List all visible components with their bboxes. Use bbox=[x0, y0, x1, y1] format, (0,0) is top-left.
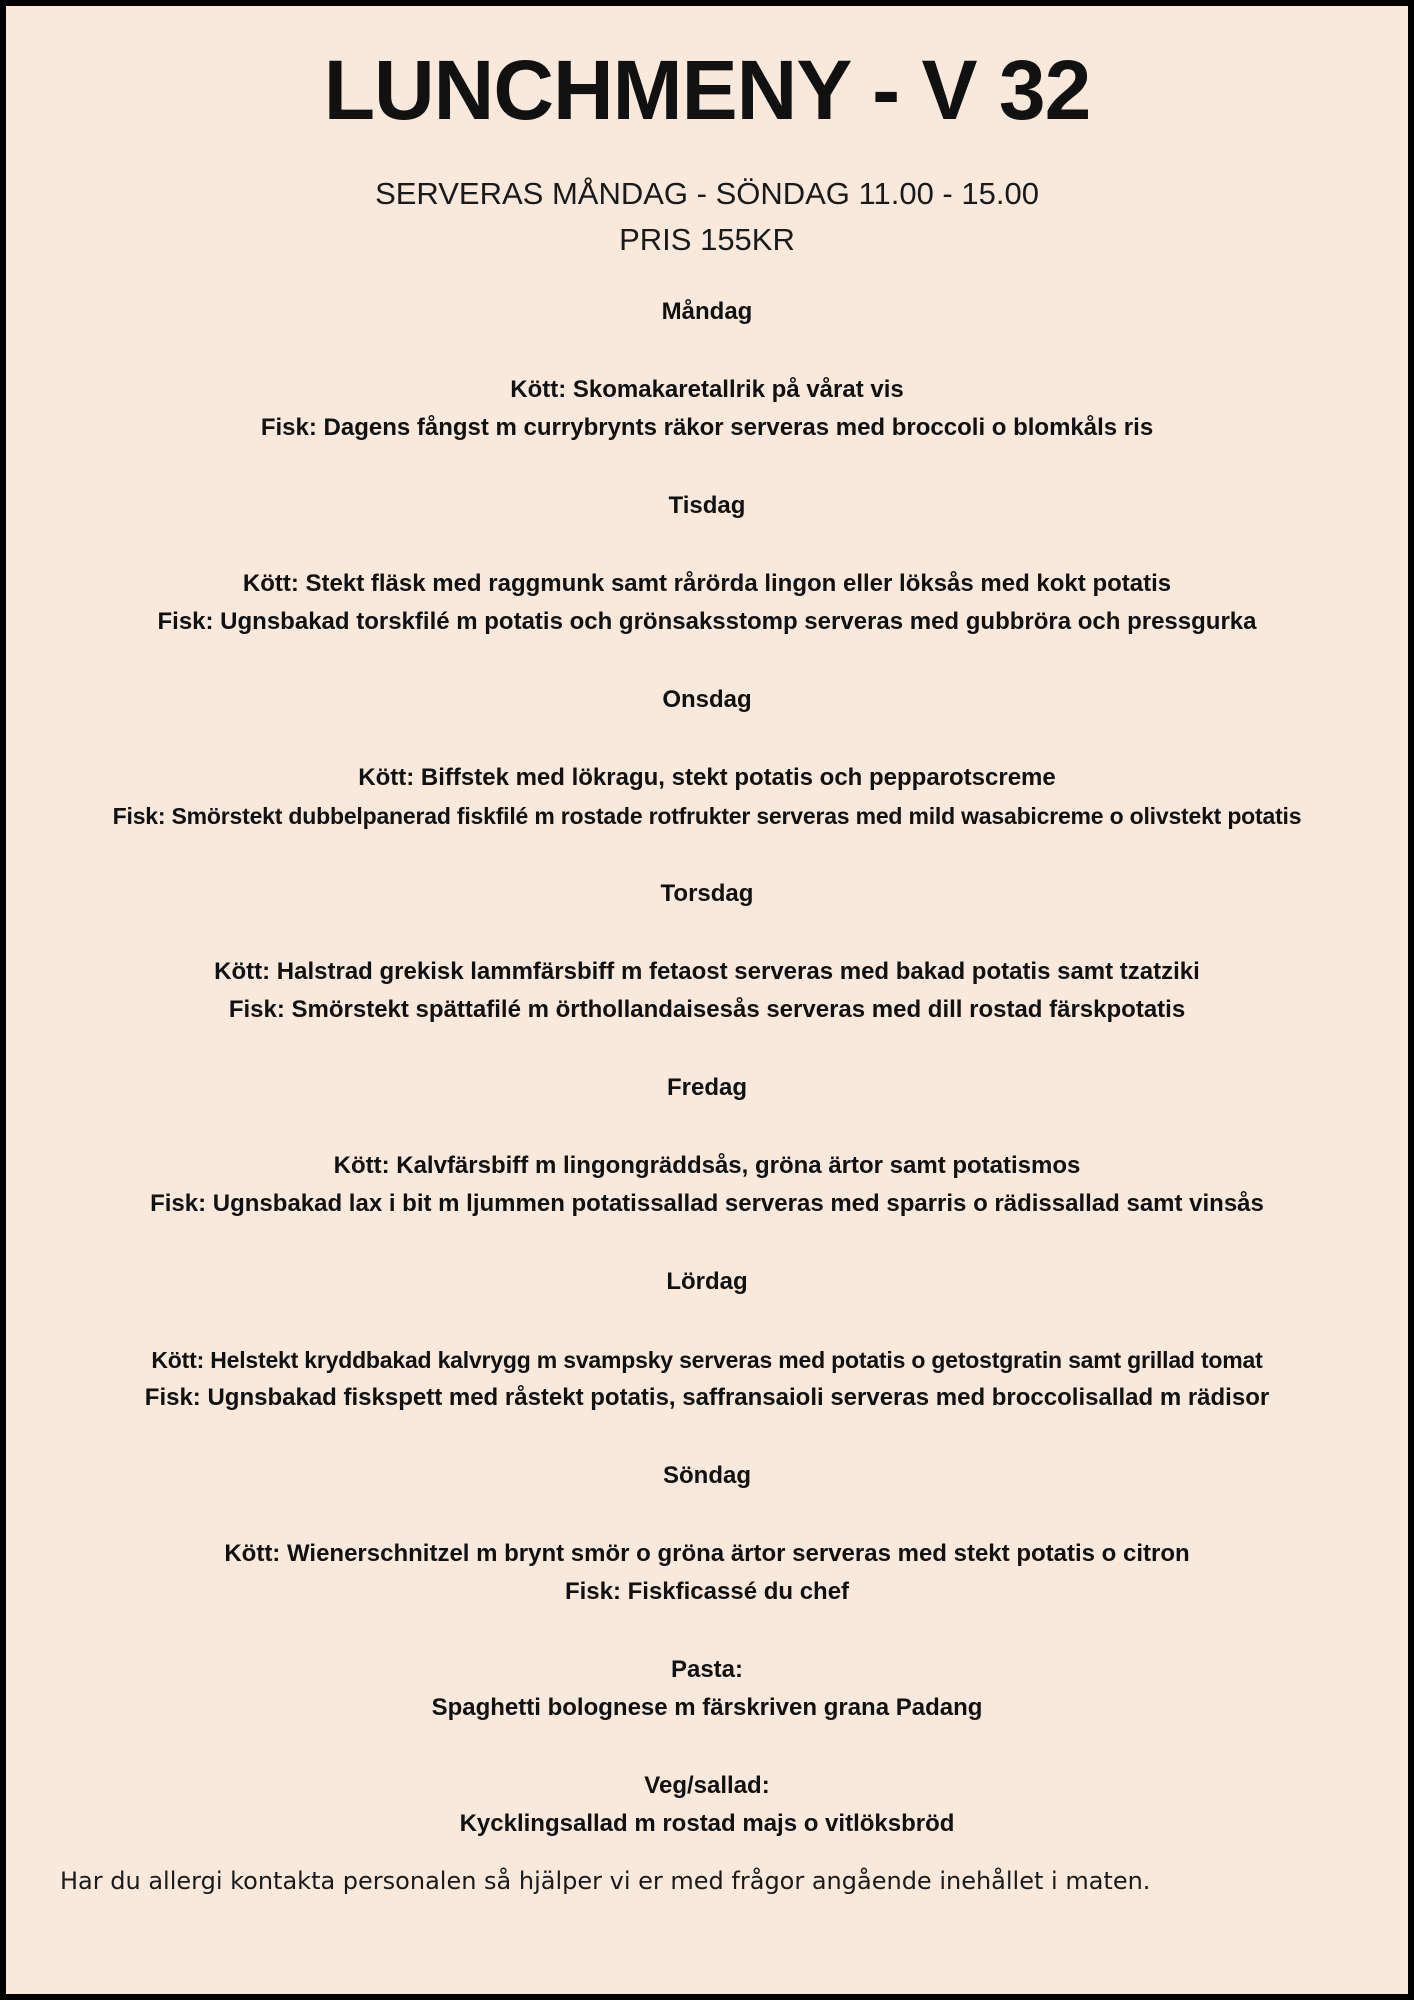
day-heading-lordag: Lördag bbox=[666, 1268, 748, 1295]
menu-page bbox=[6, 6, 1408, 1994]
veg-dish: Kycklingsallad m rostad majs o vitlöksbröd bbox=[459, 1810, 955, 1837]
pasta-dish: Spaghetti bolognese m färskriven grana Padang bbox=[431, 1694, 983, 1721]
fish-dish-torsdag: Fisk: Smörstekt spättafilé m örthollandaisesås serveras med dill rostad färskpotatis bbox=[228, 996, 1186, 1023]
day-heading-torsdag: Torsdag bbox=[660, 880, 754, 907]
serving-hours: SERVERAS MÅNDAG - SÖNDAG 11.00 - 15.00 bbox=[375, 176, 1039, 211]
fish-dish-fredag: Fisk: Ugnsbakad lax i bit m ljummen potatissallad serveras med sparris o rädissallad samt vinsås bbox=[150, 1190, 1264, 1217]
meat-dish-sondag: Kött: Wienerschnitzel m brynt smör o gröna ärtor serveras med stekt potatis o citron bbox=[224, 1540, 1190, 1567]
day-heading-tisdag: Tisdag bbox=[668, 492, 746, 519]
fish-dish-onsdag: Fisk: Smörstekt dubbelpanerad fiskfilé m rostade rotfrukter serveras med mild wasabicreme o olivstekt potatis bbox=[112, 803, 1302, 829]
meat-dish-fredag: Kött: Kalvfärsbiff m lingongräddsås, gröna ärtor samt potatismos bbox=[333, 1152, 1081, 1179]
price: PRIS 155KR bbox=[619, 222, 795, 257]
fish-dish-lordag: Fisk: Ugnsbakad fiskspett med råstekt potatis, saffransaioli serveras med broccolisallad m rädisor bbox=[144, 1384, 1270, 1411]
fish-dish-mandag: Fisk: Dagens fångst m currybrynts räkor serveras med broccoli o blomkåls ris bbox=[260, 414, 1154, 441]
meat-dish-tisdag: Kött: Stekt fläsk med raggmunk samt rårörda lingon eller löksås med kokt potatis bbox=[242, 570, 1172, 597]
fish-dish-sondag: Fisk: Fiskficassé du chef bbox=[564, 1578, 850, 1605]
menu-title: LUNCHMENY - V 32 bbox=[323, 43, 1091, 137]
meat-dish-lordag: Kött: Helstekt kryddbakad kalvrygg m svampsky serveras med potatis o getostgratin samt grillad tomat bbox=[151, 1347, 1263, 1373]
meat-dish-onsdag: Kött: Biffstek med lökragu, stekt potatis och pepparotscreme bbox=[358, 764, 1056, 791]
meat-dish-mandag: Kött: Skomakaretallrik på vårat vis bbox=[510, 376, 904, 403]
pasta-label: Pasta: bbox=[670, 1656, 744, 1683]
day-heading-mandag: Måndag bbox=[661, 298, 753, 325]
fish-dish-tisdag: Fisk: Ugnsbakad torskfilé m potatis och grönsaksstomp serveras med gubbröra och pressgurka bbox=[157, 608, 1257, 635]
meat-dish-torsdag: Kött: Halstrad grekisk lammfärsbiff m fetaost serveras med bakad potatis samt tzatziki bbox=[214, 958, 1200, 985]
day-heading-sondag: Söndag bbox=[663, 1462, 751, 1489]
allergy-notice: Har du allergi kontakta personalen så hjälper vi er med frågor angående inehållet i maten. bbox=[60, 1867, 1151, 1895]
veg-label: Veg/sallad: bbox=[644, 1772, 770, 1799]
day-heading-fredag: Fredag bbox=[666, 1074, 747, 1101]
day-heading-onsdag: Onsdag bbox=[662, 686, 752, 713]
